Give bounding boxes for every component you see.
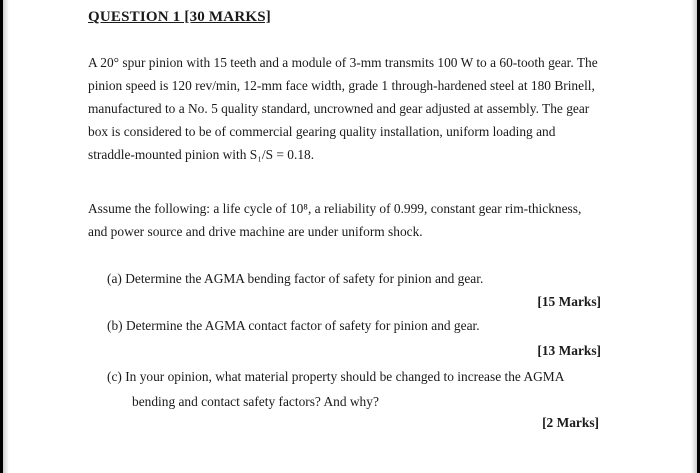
part-a-marks: [15 Marks] (537, 294, 601, 309)
part-a-text: (a) Determine the AGMA bending factor of safety for pinion and gear. (107, 271, 484, 286)
assumption-line: and power source and drive machine are under uniform shock. (88, 224, 423, 239)
statement-line: pinion speed is 120 rev/min, 12-mm face width, grade 1 through-hardened steel at 180 Brinell, (88, 78, 595, 93)
statement-line: manufactured to a No. 5 quality standard, uncrowned and gear adjusted at assembly. The gear (88, 101, 590, 116)
assumption-line: Assume the following: a life cycle of 10⁸, a reliability of 0.999, constant gear rim-thickness, (88, 201, 582, 216)
part-c-marks: [2 Marks] (542, 415, 599, 430)
part-b-text: (b) Determine the AGMA contact factor of safety for pinion and gear. (107, 318, 480, 333)
right-border (691, 0, 700, 473)
statement-line: box is considered to be of commercial gearing quality installation, uniform loading and (88, 124, 556, 139)
problem-statement (88, 51, 628, 166)
left-border (0, 0, 9, 473)
part-c-text-line1: (c) In your opinion, what material property should be changed to increase the AGMA (107, 369, 565, 384)
assumptions (88, 197, 628, 243)
part-c-text-line2: bending and contact safety factors? And why? (132, 394, 379, 409)
question-heading: QUESTION 1 [30 MARKS] (88, 9, 271, 25)
statement-line: A 20° spur pinion with 15 teeth and a module of 3-mm transmits 100 W to a 60-tooth gear. The (88, 55, 598, 70)
part-b-marks: [13 Marks] (537, 343, 601, 358)
statement-line: straddle-mounted pinion with S₁/S = 0.18. (88, 147, 315, 162)
